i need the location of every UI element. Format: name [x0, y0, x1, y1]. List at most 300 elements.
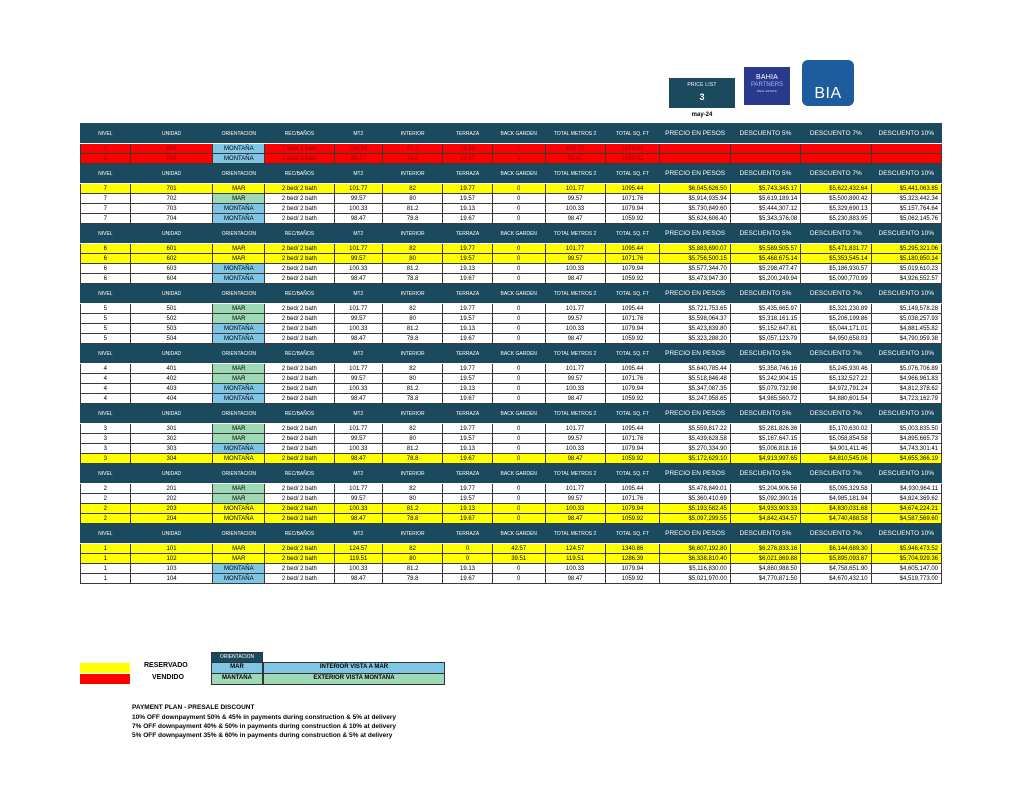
cell-back-garden: 0 — [492, 314, 545, 324]
cell-descuento-5: $5,006,818.16 — [730, 444, 800, 454]
column-header-rec-ba-os: REC/BAÑOS — [265, 124, 334, 144]
cell-rec-ba-os: 2 bed/ 2 bath — [265, 424, 334, 434]
cell-precio-en-pesos: $5,518,846.48 — [660, 374, 730, 384]
cell-descuento-5: $5,152,647.81 — [730, 324, 800, 334]
cell-terraza: 19.57 — [443, 494, 493, 504]
cell-nivel: 4 — [81, 374, 131, 384]
cell-rec-ba-os: 2 bed/ 2 bath — [265, 184, 334, 194]
table-header-row — [81, 344, 942, 364]
column-header-unidad: UNIDAD — [130, 224, 213, 244]
cell-descuento-7: $5,329,690.13 — [801, 204, 871, 214]
column-header-interior: INTERIOR — [383, 524, 443, 544]
cell-total-metros-2: 119.51 — [545, 554, 605, 564]
cell-descuento-10: $5,704,929.36 — [871, 554, 941, 564]
column-header-orientacion: ORIENTACION — [213, 404, 265, 424]
cell-orientacion: MONTAÑA — [213, 334, 265, 344]
cell-descuento-10: $4,605,147.00 — [871, 564, 941, 574]
cell-descuento-10: $5,180,850.14 — [871, 254, 941, 264]
payment-plan-line: 7% OFF downpayment 40% & 50% in payments during construction & 10% at delivery — [132, 723, 397, 730]
column-header-precio-en-pesos: PRECIO EN PESOS — [660, 404, 730, 424]
column-header-interior: INTERIOR — [383, 464, 443, 484]
column-header-back-garden: BACK GARDEN — [492, 224, 545, 244]
cell-total-metros-2: 98.47 — [545, 394, 605, 404]
column-header-descuento-10: DESCUENTO 10% — [871, 404, 941, 424]
cell-orientacion: MAR — [213, 484, 265, 494]
vendido-swatch — [80, 674, 130, 684]
column-header-precio-en-pesos: PRECIO EN PESOS — [660, 284, 730, 304]
cell-rec-ba-os: 2 bed/ 2 bath — [265, 374, 334, 384]
cell-descuento-7: $5,622,432.64 — [801, 184, 871, 194]
cell-mt2: 98.47 — [334, 214, 383, 224]
cell-back-garden: 0 — [492, 184, 545, 194]
cell-unidad: 303 — [130, 444, 213, 454]
cell-descuento-10: $4,930,964.11 — [871, 484, 941, 494]
column-header-rec-ba-os: REC/BAÑOS — [265, 524, 334, 544]
cell-back-garden: 0 — [492, 484, 545, 494]
cell-descuento-5: $5,619,189.14 — [730, 194, 800, 204]
cell-back-garden: 0 — [492, 324, 545, 334]
cell-mt2: 99.57 — [334, 434, 383, 444]
cell-terraza: 19.77 — [443, 244, 493, 254]
cell-back-garden: 0 — [492, 564, 545, 574]
cell-mt2: 101.77 — [334, 364, 383, 374]
cell-descuento-7: $5,044,171.01 — [801, 324, 871, 334]
cell-descuento-5: $5,079,732.98 — [730, 384, 800, 394]
cell-terraza: 19.67 — [443, 274, 493, 284]
table-row — [81, 424, 942, 434]
column-header-descuento-5: DESCUENTO 5% — [730, 224, 800, 244]
cell-precio-en-pesos: $5,116,830.00 — [660, 564, 730, 574]
cell-mt2: 98.47 — [334, 574, 383, 584]
column-header-descuento-7: DESCUENTO 7% — [801, 344, 871, 364]
cell-rec-ba-os: 2 bed/ 2 bath — [265, 454, 334, 464]
table-row — [81, 274, 942, 284]
cell-precio-en-pesos: $5,360,410.69 — [660, 494, 730, 504]
cell-nivel: 8 — [81, 154, 131, 164]
cell-terraza: 19.13 — [443, 444, 493, 454]
column-header-descuento-7: DESCUENTO 7% — [801, 124, 871, 144]
column-header-descuento-5: DESCUENTO 5% — [730, 404, 800, 424]
column-header-total-metros-2: TOTAL METROS 2 — [545, 344, 605, 364]
bahia-partners-logo — [744, 67, 790, 105]
table-row — [81, 364, 942, 374]
cell-unidad: 603 — [130, 264, 213, 274]
column-header-unidad: UNIDAD — [130, 344, 213, 364]
cell-terraza: 19.13 — [443, 144, 493, 154]
column-header-descuento-7: DESCUENTO 7% — [801, 164, 871, 184]
table-row — [81, 304, 942, 314]
cell-orientacion: MONTAÑA — [213, 144, 265, 154]
cell-interior: 81.2 — [383, 264, 443, 274]
cell-nivel: 2 — [81, 484, 131, 494]
cell-total-sq-ft: 1095.44 — [605, 304, 660, 314]
cell-total-sq-ft: 1071.76 — [605, 314, 660, 324]
cell-descuento-7: $5,058,854.58 — [801, 434, 871, 444]
cell-total-metros-2: 99.57 — [545, 434, 605, 444]
cell-total-sq-ft: 1079.94 — [605, 144, 660, 154]
table-row — [81, 504, 942, 514]
cell-orientacion: MONTAÑA — [213, 574, 265, 584]
cell-descuento-7: $4,880,601.54 — [801, 394, 871, 404]
cell-total-sq-ft: 1059.92 — [605, 574, 660, 584]
cell-unidad: 202 — [130, 494, 213, 504]
cell-total-metros-2: 101.77 — [545, 424, 605, 434]
cell-total-metros-2: 124.57 — [545, 544, 605, 554]
cell-descuento-10: $4,926,552.57 — [871, 274, 941, 284]
cell-unidad: 302 — [130, 434, 213, 444]
cell-precio-en-pesos: $5,172,629.10 — [660, 454, 730, 464]
bahia-logo-line1: BAHIA — [755, 74, 778, 81]
cell-interior: 81.2 — [383, 144, 443, 154]
cell-descuento-7: $4,972,791.24 — [801, 384, 871, 394]
cell-precio-en-pesos: $5,598,064.37 — [660, 314, 730, 324]
cell-mt2: 99.57 — [334, 314, 383, 324]
cell-terraza: 19.13 — [443, 204, 493, 214]
cell-interior: 82 — [383, 424, 443, 434]
cell-total-metros-2: 100.33 — [545, 504, 605, 514]
cell-interior: 80 — [383, 254, 443, 264]
cell-unidad: 404 — [130, 394, 213, 404]
payment-plan-title: PAYMENT PLAN - PRESALE DISCOUNT — [132, 704, 255, 711]
cell-back-garden: 0 — [492, 144, 545, 154]
cell-terraza: 19.67 — [443, 334, 493, 344]
cell-interior: 81.2 — [383, 324, 443, 334]
cell-unidad: 201 — [130, 484, 213, 494]
cell-orientacion: MAR — [213, 544, 265, 554]
cell-mt2: 98.47 — [334, 394, 383, 404]
cell-back-garden: 0 — [492, 494, 545, 504]
cell-descuento-7 — [801, 154, 871, 164]
cell-back-garden: 0 — [492, 214, 545, 224]
column-header-orientacion: ORIENTACION — [213, 464, 265, 484]
cell-precio-en-pesos: $5,624,606.40 — [660, 214, 730, 224]
cell-orientacion: MONTAÑA — [213, 264, 265, 274]
cell-unidad: 101 — [130, 544, 213, 554]
cell-mt2: 119.51 — [334, 554, 383, 564]
cell-terraza: 19.57 — [443, 254, 493, 264]
cell-interior: 82 — [383, 364, 443, 374]
cell-descuento-7: $5,895,093.67 — [801, 554, 871, 564]
table-row — [81, 454, 942, 464]
cell-terraza: 19.57 — [443, 374, 493, 384]
cell-descuento-10: $4,895,665.73 — [871, 434, 941, 444]
column-header-back-garden: BACK GARDEN — [492, 344, 545, 364]
cell-total-sq-ft: 1340.86 — [605, 544, 660, 554]
cell-rec-ba-os: 2 bed/ 2 bath — [265, 274, 334, 284]
column-header-descuento-7: DESCUENTO 7% — [801, 284, 871, 304]
cell-interior: 78.8 — [383, 394, 443, 404]
bahia-logo-line3: REAL ESTATE — [757, 89, 777, 93]
cell-unidad: 503 — [130, 324, 213, 334]
cell-total-metros-2: 99.57 — [545, 254, 605, 264]
cell-precio-en-pesos: $5,423,839.80 — [660, 324, 730, 334]
cell-unidad: 304 — [130, 454, 213, 464]
cell-descuento-7: $5,321,230.89 — [801, 304, 871, 314]
cell-precio-en-pesos: $5,914,935.94 — [660, 194, 730, 204]
cell-nivel: 5 — [81, 324, 131, 334]
cell-nivel: 4 — [81, 384, 131, 394]
column-header-rec-ba-os: REC/BAÑOS — [265, 284, 334, 304]
cell-descuento-7: $5,170,630.02 — [801, 424, 871, 434]
cell-back-garden: 0 — [492, 254, 545, 264]
cell-total-sq-ft: 1079.94 — [605, 504, 660, 514]
table-row — [81, 264, 942, 274]
cell-descuento-10: $4,674,224.21 — [871, 504, 941, 514]
cell-interior: 78.8 — [383, 454, 443, 464]
cell-unidad: 203 — [130, 504, 213, 514]
column-header-nivel: NIVEL — [81, 284, 131, 304]
bia-logo-text: BIA — [814, 85, 842, 102]
column-header-total-metros-2: TOTAL METROS 2 — [545, 464, 605, 484]
cell-precio-en-pesos: $5,478,849.01 — [660, 484, 730, 494]
cell-descuento-7: $4,740,488.58 — [801, 514, 871, 524]
cell-precio-en-pesos — [660, 144, 730, 154]
table-row — [81, 564, 942, 574]
column-header-precio-en-pesos: PRECIO EN PESOS — [660, 344, 730, 364]
cell-nivel: 1 — [81, 554, 131, 564]
cell-total-metros-2: 98.47 — [545, 454, 605, 464]
cell-mt2: 101.77 — [334, 424, 383, 434]
cell-interior: 78.8 — [383, 574, 443, 584]
table-row — [81, 434, 942, 444]
cell-total-metros-2: 99.57 — [545, 494, 605, 504]
column-header-descuento-5: DESCUENTO 5% — [730, 164, 800, 184]
cell-rec-ba-os: 2 bed/ 2 bath — [265, 304, 334, 314]
cell-interior: 82 — [383, 244, 443, 254]
table-row — [81, 514, 942, 524]
column-header-precio-en-pesos: PRECIO EN PESOS — [660, 524, 730, 544]
cell-terraza: 0 — [443, 544, 493, 554]
cell-nivel: 7 — [81, 204, 131, 214]
column-header-orientacion: ORIENTACION — [213, 164, 265, 184]
cell-descuento-7: $5,245,930.46 — [801, 364, 871, 374]
table-row — [81, 244, 942, 254]
column-header-unidad: UNIDAD — [130, 404, 213, 424]
cell-descuento-7: $5,090,770.99 — [801, 274, 871, 284]
table-row — [81, 204, 942, 214]
cell-back-garden: 0 — [492, 244, 545, 254]
column-header-back-garden: BACK GARDEN — [492, 404, 545, 424]
cell-precio-en-pesos: $5,721,753.65 — [660, 304, 730, 314]
cell-orientacion: MONTAÑA — [213, 394, 265, 404]
cell-descuento-10: $4,812,378.62 — [871, 384, 941, 394]
cell-descuento-7: $5,353,545.14 — [801, 254, 871, 264]
cell-descuento-5: $5,468,675.14 — [730, 254, 800, 264]
cell-descuento-7: $4,830,031.68 — [801, 504, 871, 514]
cell-total-sq-ft: 1059.92 — [605, 214, 660, 224]
column-header-total-sq-ft: TOTAL SQ. FT — [605, 404, 660, 424]
legend-mar: MAR — [211, 662, 263, 674]
column-header-total-metros-2: TOTAL METROS 2 — [545, 404, 605, 424]
cell-total-metros-2: 100.33 — [545, 384, 605, 394]
cell-descuento-5: $5,204,906.56 — [730, 484, 800, 494]
column-header-orientacion: ORIENTACION — [213, 524, 265, 544]
cell-interior: 81.2 — [383, 384, 443, 394]
cell-descuento-10: $4,966,961.83 — [871, 374, 941, 384]
cell-interior: 78.8 — [383, 214, 443, 224]
column-header-descuento-7: DESCUENTO 7% — [801, 224, 871, 244]
column-header-mt2: MT2 — [334, 404, 383, 424]
cell-descuento-7: $5,471,831.77 — [801, 244, 871, 254]
cell-mt2: 98.47 — [334, 274, 383, 284]
column-header-descuento-10: DESCUENTO 10% — [871, 284, 941, 304]
cell-rec-ba-os: 2 bed/ 2 bath — [265, 444, 334, 454]
column-header-nivel: NIVEL — [81, 124, 131, 144]
cell-descuento-10 — [871, 154, 941, 164]
cell-rec-ba-os: 2 bed/ 2 bath — [265, 244, 334, 254]
cell-interior: 81.2 — [383, 504, 443, 514]
cell-descuento-10: $5,149,578.28 — [871, 304, 941, 314]
cell-interior: 80 — [383, 314, 443, 324]
cell-back-garden: 0 — [492, 504, 545, 514]
cell-orientacion: MAR — [213, 254, 265, 264]
column-header-precio-en-pesos: PRECIO EN PESOS — [660, 164, 730, 184]
column-header-descuento-5: DESCUENTO 5% — [730, 524, 800, 544]
cell-descuento-5: $4,985,560.72 — [730, 394, 800, 404]
column-header-precio-en-pesos: PRECIO EN PESOS — [660, 124, 730, 144]
cell-descuento-5: $6,021,869.88 — [730, 554, 800, 564]
table-row — [81, 334, 942, 344]
column-header-descuento-5: DESCUENTO 5% — [730, 124, 800, 144]
cell-descuento-5 — [730, 154, 800, 164]
cell-total-metros-2: 100.33 — [545, 204, 605, 214]
cell-precio-en-pesos: $5,730,849.60 — [660, 204, 730, 214]
price-table-body — [81, 124, 942, 584]
table-header-row — [81, 284, 942, 304]
column-header-total-sq-ft: TOTAL SQ. FT — [605, 464, 660, 484]
cell-rec-ba-os: 2 bed/ 2 bath — [265, 564, 334, 574]
cell-rec-ba-os: 2 bed/ 2 bath — [265, 334, 334, 344]
cell-mt2: 98.47 — [334, 154, 383, 164]
cell-terraza: 19.67 — [443, 394, 493, 404]
cell-rec-ba-os: 2 bed/ 2 bath — [265, 314, 334, 324]
cell-descuento-5: $5,057,123.79 — [730, 334, 800, 344]
cell-nivel: 5 — [81, 304, 131, 314]
column-header-total-sq-ft: TOTAL SQ. FT — [605, 224, 660, 244]
cell-terraza: 0 — [443, 554, 493, 564]
column-header-back-garden: BACK GARDEN — [492, 524, 545, 544]
cell-descuento-5: $5,743,345.17 — [730, 184, 800, 194]
cell-unidad: 704 — [130, 214, 213, 224]
cell-total-sq-ft: 1095.44 — [605, 364, 660, 374]
cell-orientacion: MONTAÑA — [213, 324, 265, 334]
cell-unidad: 604 — [130, 274, 213, 284]
cell-descuento-10: $5,019,610.23 — [871, 264, 941, 274]
cell-orientacion: MONTAÑA — [213, 204, 265, 214]
column-header-interior: INTERIOR — [383, 404, 443, 424]
table-row — [81, 444, 942, 454]
cell-precio-en-pesos: $5,021,970.00 — [660, 574, 730, 584]
column-header-descuento-7: DESCUENTO 7% — [801, 464, 871, 484]
table-row — [81, 384, 942, 394]
cell-descuento-10 — [871, 144, 941, 154]
cell-descuento-10: $5,003,835.50 — [871, 424, 941, 434]
table-row — [81, 194, 942, 204]
cell-terraza: 19.77 — [443, 484, 493, 494]
cell-descuento-10: $4,519,773.00 — [871, 574, 941, 584]
legend-montana-description: EXTERIOR VISTA MONTAÑA — [263, 673, 445, 685]
column-header-terraza: TERRAZA — [443, 284, 493, 304]
cell-unidad: 401 — [130, 364, 213, 374]
cell-total-sq-ft: 1071.76 — [605, 434, 660, 444]
cell-precio-en-pesos: $5,883,690.07 — [660, 244, 730, 254]
cell-total-sq-ft: 1079.94 — [605, 324, 660, 334]
cell-mt2: 100.33 — [334, 504, 383, 514]
cell-descuento-7: $5,206,199.86 — [801, 314, 871, 324]
cell-nivel: 7 — [81, 194, 131, 204]
cell-descuento-10: $5,323,442.34 — [871, 194, 941, 204]
table-row — [81, 214, 942, 224]
column-header-interior: INTERIOR — [383, 344, 443, 364]
cell-total-metros-2: 98.47 — [545, 334, 605, 344]
reservado-swatch — [80, 663, 130, 673]
column-header-terraza: TERRAZA — [443, 524, 493, 544]
cell-unidad: 804 — [130, 154, 213, 164]
cell-total-metros-2: 100.33 — [545, 144, 605, 154]
cell-descuento-5: $4,770,871.50 — [730, 574, 800, 584]
column-header-descuento-7: DESCUENTO 7% — [801, 524, 871, 544]
cell-total-metros-2: 98.47 — [545, 214, 605, 224]
table-header-row — [81, 164, 942, 184]
cell-nivel: 6 — [81, 264, 131, 274]
cell-unidad: 102 — [130, 554, 213, 564]
column-header-nivel: NIVEL — [81, 464, 131, 484]
column-header-nivel: NIVEL — [81, 224, 131, 244]
cell-precio-en-pesos: $5,347,087.35 — [660, 384, 730, 394]
column-header-rec-ba-os: REC/BAÑOS — [265, 464, 334, 484]
cell-total-sq-ft: 1079.94 — [605, 264, 660, 274]
legend-montana: MANTAÑA — [211, 673, 263, 685]
cell-descuento-5: $4,933,903.33 — [730, 504, 800, 514]
cell-descuento-10: $5,038,257.93 — [871, 314, 941, 324]
table-row — [81, 154, 942, 164]
table-row — [81, 324, 942, 334]
cell-mt2: 100.33 — [334, 384, 383, 394]
cell-descuento-10: $4,723,162.79 — [871, 394, 941, 404]
cell-unidad: 104 — [130, 574, 213, 584]
cell-unidad: 103 — [130, 564, 213, 574]
table-row — [81, 574, 942, 584]
column-header-interior: INTERIOR — [383, 224, 443, 244]
price-list-number: 3 — [699, 92, 705, 102]
cell-orientacion: MAR — [213, 314, 265, 324]
bahia-logo-line2: PARTNERS — [750, 82, 784, 88]
cell-descuento-5: $5,343,376.08 — [730, 214, 800, 224]
cell-mt2: 101.77 — [334, 244, 383, 254]
price-list-badge — [669, 78, 735, 108]
cell-nivel: 1 — [81, 544, 131, 554]
column-header-descuento-5: DESCUENTO 5% — [730, 464, 800, 484]
cell-precio-en-pesos: $5,323,288.20 — [660, 334, 730, 344]
cell-orientacion: MONTAÑA — [213, 154, 265, 164]
cell-mt2: 98.47 — [334, 334, 383, 344]
column-header-descuento-7: DESCUENTO 7% — [801, 404, 871, 424]
cell-nivel: 7 — [81, 184, 131, 194]
cell-unidad: 502 — [130, 314, 213, 324]
cell-unidad: 501 — [130, 304, 213, 314]
column-header-total-sq-ft: TOTAL SQ. FT — [605, 524, 660, 544]
legend-mar-description: INTERIOR VISTA A MAR — [263, 662, 445, 674]
cell-descuento-7: $5,186,930.57 — [801, 264, 871, 274]
cell-descuento-7: $5,500,890.42 — [801, 194, 871, 204]
cell-total-sq-ft: 1071.76 — [605, 254, 660, 264]
cell-back-garden: 0 — [492, 574, 545, 584]
cell-rec-ba-os: 2 bed/ 2 bath — [265, 394, 334, 404]
column-header-mt2: MT2 — [334, 124, 383, 144]
column-header-mt2: MT2 — [334, 164, 383, 184]
cell-back-garden: 0 — [492, 394, 545, 404]
column-header-total-metros-2: TOTAL METROS 2 — [545, 524, 605, 544]
